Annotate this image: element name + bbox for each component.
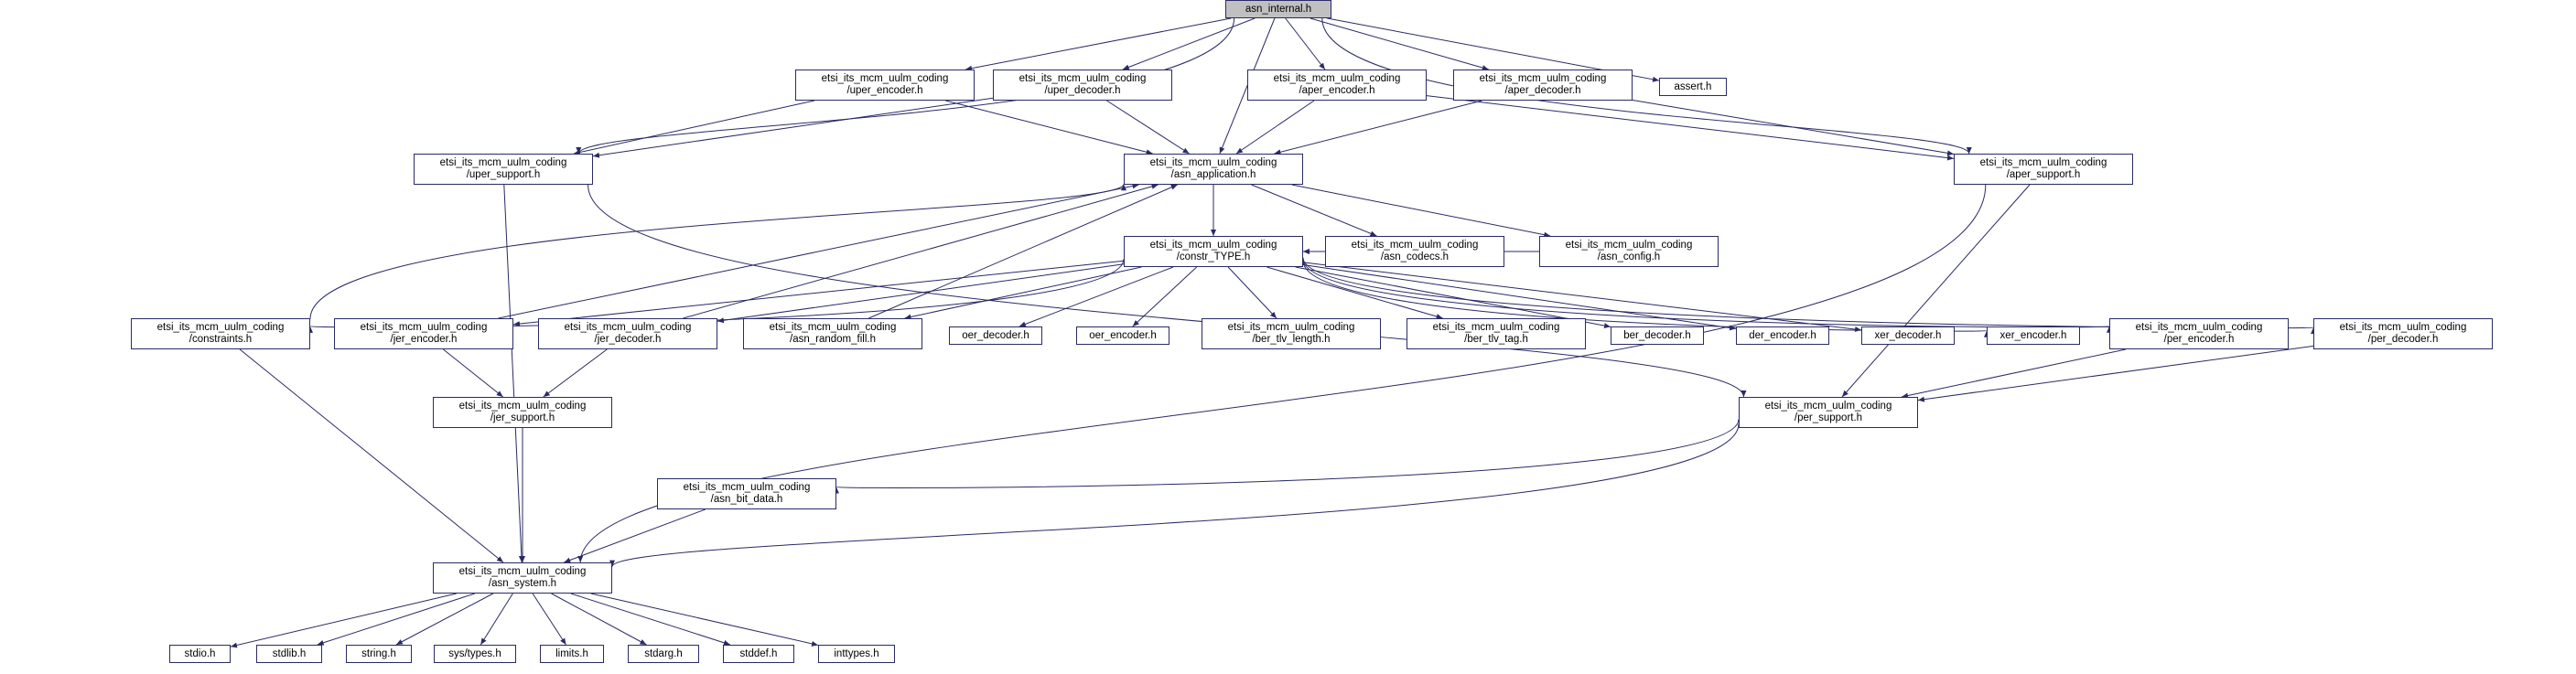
graph-node-label-line: /asn_application.h bbox=[1170, 169, 1256, 180]
graph-edge bbox=[1902, 349, 2126, 397]
graph-edge bbox=[1310, 18, 1489, 70]
graph-node-label-line: etsi_its_mcm_uulm_coding bbox=[2135, 322, 2263, 333]
graph-node-label-line: asn_internal.h bbox=[1245, 3, 1312, 15]
graph-node-label-line: etsi_its_mcm_uulm_coding bbox=[1479, 73, 1607, 84]
graph-node-asn_application[interactable] bbox=[1124, 154, 1303, 185]
graph-node-label-line: /jer_support.h bbox=[490, 412, 555, 423]
graph-node-label-line: /constr_TYPE.h bbox=[1176, 251, 1251, 262]
graph-edge bbox=[499, 185, 1139, 318]
graph-node-label-line: /aper_encoder.h bbox=[1299, 85, 1375, 96]
graph-node-stddef[interactable] bbox=[723, 645, 794, 663]
graph-node-label-line: etsi_its_mcm_uulm_coding bbox=[1432, 322, 1560, 333]
graph-node-label-line: etsi_its_mcm_uulm_coding bbox=[683, 482, 811, 493]
graph-node-label-line: /asn_system.h bbox=[488, 578, 557, 589]
graph-node-limits[interactable] bbox=[540, 645, 604, 663]
graph-edge bbox=[591, 594, 818, 645]
graph-edge bbox=[513, 261, 1124, 325]
graph-edge bbox=[1252, 185, 1377, 236]
graph-edge bbox=[683, 185, 1158, 318]
graph-node-label-line: /asn_config.h bbox=[1597, 251, 1661, 262]
graph-node-label-line: /per_encoder.h bbox=[2163, 334, 2235, 345]
graph-node-oer_encoder[interactable] bbox=[1076, 326, 1169, 345]
graph-node-label-line: stdio.h bbox=[184, 647, 216, 659]
graph-edge bbox=[1275, 101, 1482, 154]
graph-edge bbox=[1133, 267, 1197, 326]
graph-edge bbox=[310, 184, 1124, 318]
graph-node-label-line: /jer_encoder.h bbox=[390, 334, 458, 345]
graph-edge bbox=[564, 509, 705, 562]
graph-edge bbox=[396, 594, 493, 645]
graph-node-stdarg[interactable] bbox=[628, 645, 699, 663]
graph-node-xer_decoder[interactable] bbox=[1861, 326, 1955, 345]
graph-node-stdio[interactable] bbox=[169, 645, 231, 663]
graph-node-label-line: xer_decoder.h bbox=[1874, 329, 1942, 341]
graph-edge bbox=[1633, 100, 1954, 154]
graph-edge bbox=[310, 259, 1124, 327]
graph-node-label-line: limits.h bbox=[555, 647, 588, 659]
graph-node-label-line: /asn_random_fill.h bbox=[790, 334, 876, 345]
graph-node-asn_random_fill[interactable] bbox=[743, 318, 922, 349]
graph-edge bbox=[1123, 18, 1255, 70]
graph-edge bbox=[836, 419, 1739, 487]
graph-node-label-line: etsi_its_mcm_uulm_coding bbox=[1019, 73, 1147, 84]
graph-node-label-line: etsi_its_mcm_uulm_coding bbox=[156, 322, 285, 333]
graph-node-asn_system[interactable] bbox=[433, 562, 612, 594]
graph-node-stdlib[interactable] bbox=[256, 645, 322, 663]
graph-node-label-line: /ber_tlv_tag.h bbox=[1464, 334, 1528, 345]
graph-node-label-line: etsi_its_mcm_uulm_coding bbox=[821, 73, 949, 84]
graph-edge bbox=[905, 267, 1142, 318]
graph-edge bbox=[443, 349, 502, 397]
graph-node-label-line: /asn_bit_data.h bbox=[710, 494, 783, 505]
graph-edge bbox=[1918, 346, 2313, 400]
graph-edge bbox=[318, 594, 475, 645]
graph-edge bbox=[1236, 101, 1314, 154]
graph-node-ber_decoder[interactable] bbox=[1611, 326, 1704, 345]
graph-edge bbox=[533, 594, 566, 645]
graph-node-label-line: /jer_decoder.h bbox=[594, 334, 662, 345]
graph-edge bbox=[1303, 259, 2109, 327]
graph-edge bbox=[717, 264, 1124, 321]
graph-node-inttypes[interactable] bbox=[818, 645, 895, 663]
graph-edge bbox=[544, 349, 608, 397]
graph-node-jer_encoder[interactable] bbox=[334, 318, 513, 349]
graph-node-aper_decoder[interactable] bbox=[1453, 70, 1633, 101]
graph-node-label-line: sys/types.h bbox=[448, 647, 501, 659]
graph-node-label-line: etsi_its_mcm_uulm_coding bbox=[1273, 73, 1401, 84]
graph-node-label-line: oer_encoder.h bbox=[1089, 329, 1157, 341]
graph-edge bbox=[1842, 185, 2030, 397]
graph-edge bbox=[1286, 18, 1325, 70]
graph-edge bbox=[593, 98, 993, 156]
graph-edge bbox=[574, 101, 814, 154]
graph-edge bbox=[231, 594, 457, 647]
graph-node-label-line: /asn_codecs.h bbox=[1380, 251, 1450, 262]
graph-node-jer_decoder[interactable] bbox=[538, 318, 717, 349]
graph-node-asn_config[interactable] bbox=[1539, 236, 1719, 267]
graph-node-xer_encoder[interactable] bbox=[1987, 326, 2080, 345]
graph-node-label-line: string.h bbox=[361, 647, 396, 659]
graph-node-label-line: stddef.h bbox=[739, 647, 778, 659]
graph-node-asn_bit_data[interactable] bbox=[657, 478, 836, 509]
graph-node-label-line: assert.h bbox=[1674, 80, 1712, 92]
graph-node-label-line: /per_support.h bbox=[1794, 412, 1863, 423]
graph-node-label-line: etsi_its_mcm_uulm_coding bbox=[564, 322, 692, 333]
graph-node-label-line: etsi_its_mcm_uulm_coding bbox=[360, 322, 488, 333]
graph-node-label-line: /uper_support.h bbox=[466, 169, 541, 180]
graph-node-label-line: etsi_its_mcm_uulm_coding bbox=[1351, 240, 1479, 251]
graph-edge bbox=[480, 594, 512, 645]
graph-edge bbox=[1228, 267, 1277, 318]
graph-node-label-line: etsi_its_mcm_uulm_coding bbox=[1979, 157, 2107, 168]
graph-node-label-line: /aper_decoder.h bbox=[1504, 85, 1581, 96]
graph-node-label-line: /per_decoder.h bbox=[2367, 334, 2439, 345]
graph-node-uper_encoder[interactable] bbox=[795, 70, 975, 101]
graph-node-constraints[interactable] bbox=[131, 318, 310, 349]
graph-node-label-line: etsi_its_mcm_uulm_coding bbox=[1149, 240, 1277, 251]
graph-node-label-line: /uper_encoder.h bbox=[846, 85, 923, 96]
graph-node-label-line: /ber_tlv_length.h bbox=[1252, 334, 1331, 345]
graph-edge bbox=[1019, 267, 1173, 326]
graph-node-label-line: /constraints.h bbox=[189, 334, 253, 345]
graph-node-constr_TYPE[interactable] bbox=[1124, 236, 1303, 267]
graph-node-label-line: /uper_decoder.h bbox=[1044, 85, 1121, 96]
graph-edge bbox=[1106, 101, 1189, 154]
graph-node-label-line: etsi_its_mcm_uulm_coding bbox=[1149, 157, 1277, 168]
graph-node-label-line: der_encoder.h bbox=[1749, 329, 1816, 341]
graph-edge bbox=[1427, 96, 1954, 159]
graph-node-asn_internal[interactable] bbox=[1225, 0, 1331, 18]
graph-edge bbox=[965, 18, 1231, 70]
graph-node-per_support[interactable] bbox=[1739, 397, 1918, 428]
graph-node-per_decoder[interactable] bbox=[2313, 318, 2493, 349]
graph-node-label-line: etsi_its_mcm_uulm_coding bbox=[458, 566, 587, 577]
graph-node-aper_support[interactable] bbox=[1954, 154, 2133, 185]
graph-node-label-line: etsi_its_mcm_uulm_coding bbox=[769, 322, 897, 333]
graph-node-label-line: etsi_its_mcm_uulm_coding bbox=[1764, 401, 1892, 412]
graph-node-ber_tlv_tag[interactable] bbox=[1407, 318, 1586, 349]
graph-node-uper_decoder[interactable] bbox=[993, 70, 1172, 101]
graph-node-systypes[interactable] bbox=[434, 645, 516, 663]
graph-edge bbox=[1266, 267, 1442, 318]
graph-node-oer_decoder[interactable] bbox=[949, 326, 1042, 345]
graph-node-label-line: xer_encoder.h bbox=[1999, 329, 2067, 341]
graph-edge bbox=[588, 185, 1744, 397]
graph-node-label-line: inttypes.h bbox=[834, 647, 879, 659]
graph-node-label-line: oer_decoder.h bbox=[962, 329, 1029, 341]
graph-node-label-line: etsi_its_mcm_uulm_coding bbox=[1565, 240, 1693, 251]
graph-node-label-line: etsi_its_mcm_uulm_coding bbox=[2339, 322, 2467, 333]
graph-node-uper_support[interactable] bbox=[414, 154, 593, 185]
graph-edge bbox=[552, 594, 647, 645]
graph-edge bbox=[504, 185, 522, 562]
graph-node-label-line: stdlib.h bbox=[272, 647, 307, 659]
graph-node-ber_tlv_length[interactable] bbox=[1202, 318, 1381, 349]
graph-node-label-line: etsi_its_mcm_uulm_coding bbox=[458, 401, 587, 412]
graph-edge bbox=[1292, 185, 1550, 236]
graph-node-label-line: etsi_its_mcm_uulm_coding bbox=[439, 157, 567, 168]
graph-node-assert[interactable] bbox=[1659, 78, 1727, 96]
graph-node-label-line: stdarg.h bbox=[644, 647, 683, 659]
graph-edge bbox=[571, 594, 730, 645]
graph-node-label-line: /aper_support.h bbox=[2006, 169, 2081, 180]
graph-node-label-line: etsi_its_mcm_uulm_coding bbox=[1227, 322, 1355, 333]
graph-node-jer_support[interactable] bbox=[433, 397, 612, 428]
graph-edge bbox=[240, 349, 503, 562]
graph-node-label-line: ber_decoder.h bbox=[1623, 329, 1691, 341]
graph-node-asn_codecs[interactable] bbox=[1325, 236, 1504, 267]
graph-node-per_encoder[interactable] bbox=[2109, 318, 2289, 349]
graph-node-string[interactable] bbox=[346, 645, 412, 663]
graph-node-aper_encoder[interactable] bbox=[1247, 70, 1427, 101]
graph-edge bbox=[945, 101, 1152, 154]
graph-node-der_encoder[interactable] bbox=[1736, 326, 1829, 345]
